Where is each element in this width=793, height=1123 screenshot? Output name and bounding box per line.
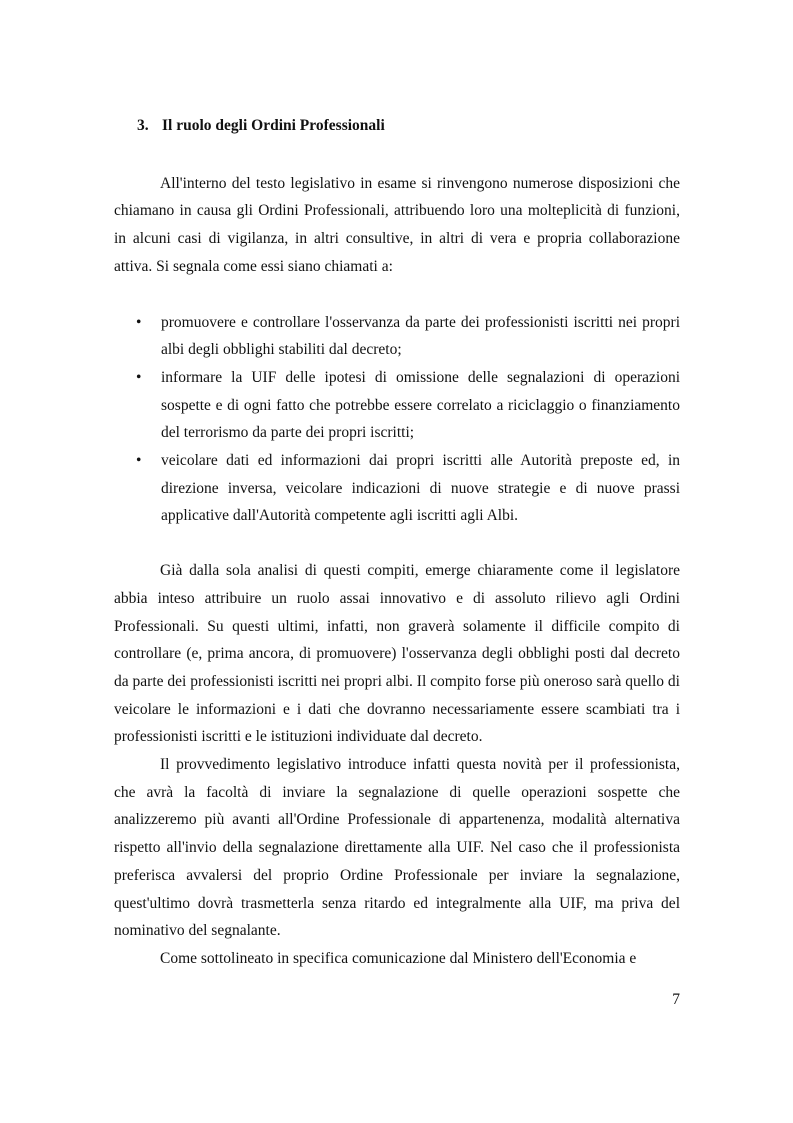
section-title: Il ruolo degli Ordini Professionali [162,117,385,134]
section-number: 3. [137,117,149,134]
bullet-list [114,309,680,531]
list-item-text: informare la UIF delle ipotesi di omissione delle segnalazioni di operazioni sospette e di ogni fatto che potrebbe essere correlato a riciclaggio o finanziamento del terrorismo da parte dei propri iscritti; [161,368,680,442]
paragraph-analysis: Già dalla sola analisi di questi compiti, emerge chiaramente come il legislatore abbia inteso attribuire un ruolo assai innovativo e di assoluto rilievo agli Ordini Professionali. Su questi ultimi, infatti, non graverà solamente il difficile compito di controllare (e, prima ancora, di promuovere) l'osservanza degli obblighi posti dal decreto da parte dei professionisti iscritti nei propri albi. Il compito forse più oneroso sarà quello di veicolare le informazioni e i dati che dovranno necessariamente essere scambiati tra i professionisti iscritti e le istituzioni individuate dal decreto. [114,562,680,746]
list-item [114,364,680,447]
paragraph-ministero: Come sottolineato in specifica comunicazione dal Ministero dell'Economia e [160,949,637,967]
bullet-icon: • [136,452,142,470]
paragraph-intro: All'interno del testo legislativo in esame si rinvengono numerose disposizioni che chiamano in causa gli Ordini Professionali, attribuendo loro una molteplicità di funzioni, in alcuni casi di vigilanza, in altri consultive, in altri di vera e propria collaborazione attiva. Si segnala come essi siano chiamati a: [114,174,680,275]
document-page [114,112,680,973]
section-heading [114,112,680,140]
page-number: 7 [672,991,680,1008]
list-item-text: promuovere e controllare l'osservanza da parte dei professionisti iscritti nei propri albi degli obblighi stabiliti dal decreto; [161,313,680,359]
bullet-icon: • [136,313,142,331]
list-item [114,309,680,364]
bullet-icon: • [136,368,142,386]
paragraph-provvedimento: Il provvedimento legislativo introduce infatti questa novità per il professionista, che avrà la facoltà di inviare la segnalazione di quelle operazioni sospette che analizzeremo più avanti all'Ordine Professionale di appartenenza, modalità alternativa rispetto all'invio della segnalazione direttamente alla UIF. Nel caso che il professionista preferisca avvalersi del proprio Ordine Professionale per inviare la segnalazione, quest'ultimo dovrà trasmetterla senza ritardo ed integralmente alla UIF, ma priva del nominativo del segnalante. [114,756,680,940]
list-item [114,447,680,530]
list-item-text: veicolare dati ed informazioni dai propri iscritti alle Autorità preposte ed, in direzione inversa, veicolare indicazioni di nuove strategie e di nuove prassi applicative dall'Autorità competente agli iscritti agli Albi. [161,452,680,525]
